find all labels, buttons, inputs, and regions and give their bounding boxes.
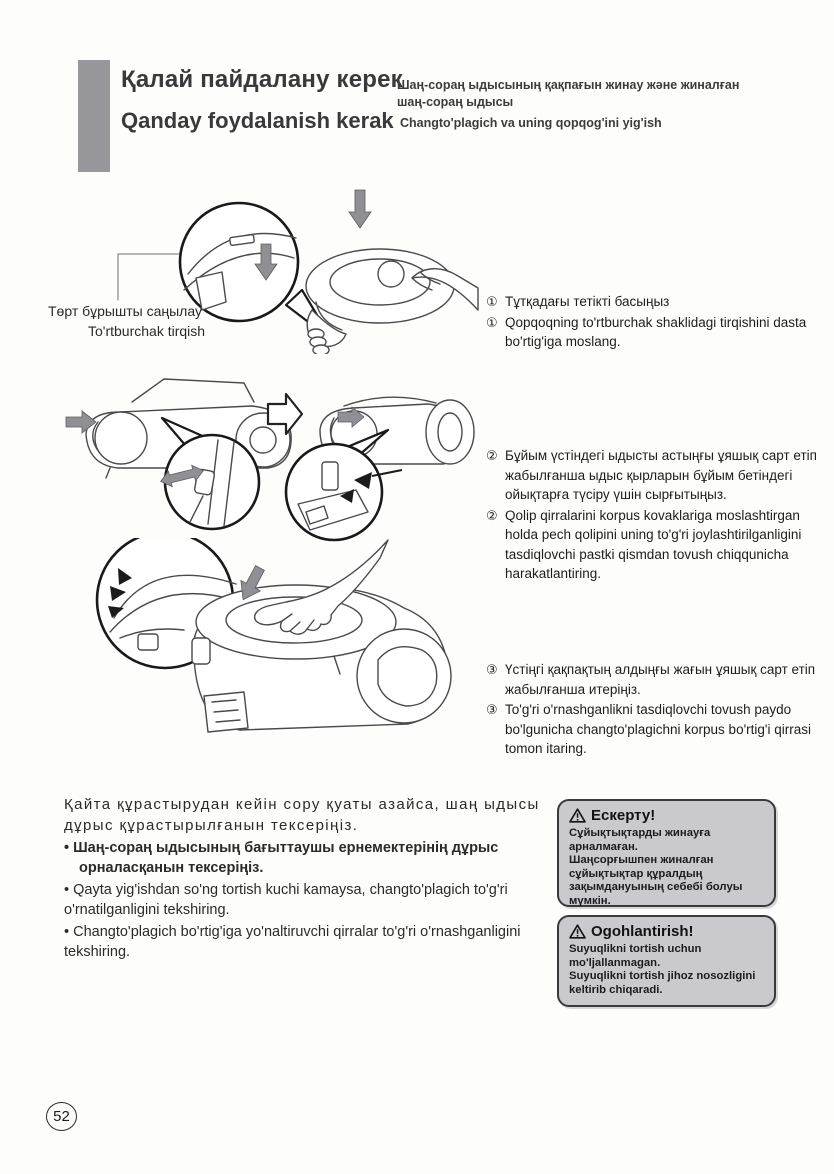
warning-text-line: мүмкін. — [569, 894, 611, 907]
warning-title-row — [569, 923, 764, 940]
page-subtitle-uzbek: Changto'plagich va uning qopqog'ini yig'ish — [400, 116, 662, 130]
warning-title-row — [569, 807, 764, 824]
warning-box-kazakh — [557, 799, 776, 907]
warning-box-uzbek — [557, 915, 776, 1007]
step-1-kazakh: ① Тұтқадағы тетікті басыңыз — [486, 292, 828, 312]
warning-text-line: Сұйықтықтарды жинауға — [569, 827, 711, 839]
circled-number: ② — [486, 448, 498, 463]
warning-text-line: сұйықтықтар құралдың — [569, 867, 703, 880]
circled-number: ① — [486, 314, 498, 330]
note-heading: Қайта құрастырудан кейін сору қуаты азайса, шаң ыдысы дұрыс құрастырылғанын тексеріңіз. — [64, 796, 540, 834]
step-1-text — [486, 292, 828, 353]
figure1-label-uzbek: To'rtburchak tirqish — [88, 323, 206, 339]
note-bullet-uzbek-2: • Changto'plagich bo'rtig'iga yo'naltiruvchi qirralar to'g'ri o'rnashganligini tekshiring. — [64, 924, 521, 960]
warning-text-line: Шаңсорғышпен жиналған — [569, 854, 714, 867]
reassembly-note — [64, 795, 576, 962]
step-3-text — [486, 660, 828, 760]
down-arrow-icon — [349, 190, 371, 228]
page-number: 52 — [46, 1102, 77, 1131]
circled-number: ③ — [486, 662, 498, 677]
step-2-uzbek: ② Qolip qirralarini korpus kovaklariga moslashtirgan holda pech qolipini uning to'g'ri joylashtirilganligini tasdiqlovchi pastki qismdan tovush chiqqunicha harakatlantiring. — [486, 506, 828, 584]
figure-step3-illustration — [88, 538, 478, 738]
page-title-kazakh: Қалай пайдалану керек — [121, 66, 403, 93]
warning-triangle-icon — [569, 808, 586, 823]
circled-number: ② — [486, 507, 498, 523]
magnifier-circle-right — [286, 444, 382, 540]
warning-text-line: Suyuqlikni tortish uchun — [569, 943, 702, 955]
note-bullet-kazakh: • Шаң-сораң ыдысының бағыттаушы ернемектерінің дұрыс орналасқанын тексеріңіз. — [64, 840, 499, 876]
warning-triangle-icon — [569, 924, 586, 939]
note-bullet-uzbek-1: • Qayta yig'ishdan so'ng tortish kuchi kamaysa, changto'plagich to'g'ri o'rnatilganligini tekshiring. — [64, 882, 508, 918]
warning-title: Ogohlantirish! — [591, 923, 694, 940]
step-2-text — [486, 446, 828, 585]
warning-text-line: зақымдануының себебі болуы — [569, 881, 743, 894]
step-3-uzbek: ③ To'g'ri o'rnashganlikni tasdiqlovchi tovush paydo bo'lgunicha changto'plagichni korpus bo'rtig'i qirrasi tomon itaring. — [486, 700, 828, 759]
warning-text-line: keltirib chiqaradi. — [569, 983, 663, 996]
step-1-uzbek: ① Qopqoqning to'rtburchak shaklidagi tirqishini dasta bo'rtig'iga moslang. — [486, 313, 828, 352]
warning-title: Ескерту! — [591, 807, 656, 824]
section-accent-bar — [78, 60, 110, 172]
warning-text-line: арналмаған. — [569, 840, 638, 853]
figure1-label-kazakh: Төрт бұрышты саңылау — [48, 303, 202, 319]
page-subtitle-kazakh: Шаң-сораң ыдысының қақпағын жинау және жиналған шаң-сораң ыдысы — [397, 78, 740, 109]
circled-number: ③ — [486, 702, 498, 717]
page-title-uzbek: Qanday foydalanish kerak — [121, 108, 394, 133]
warning-text-line: mo'ljallanmagan. — [569, 956, 661, 969]
circled-number: ① — [486, 294, 498, 309]
warning-text-line: Suyuqlikni tortish jihoz nosozligini — [569, 970, 756, 983]
step-2-kazakh: ② Бұйым үстіндегі ыдысты астыңғы ұяшық сарт етіп жабылғанша ыдыс қырларын бұйым бетіндегі ойықтарға түсіру үшін сырғытыңыз. — [486, 446, 828, 505]
lid-and-hands — [306, 249, 478, 354]
step-3-kazakh: ③ Үстіңгі қақпақтың алдыңғы жағын ұяшық сарт етіп жабылғанша итеріңіз. — [486, 660, 828, 699]
